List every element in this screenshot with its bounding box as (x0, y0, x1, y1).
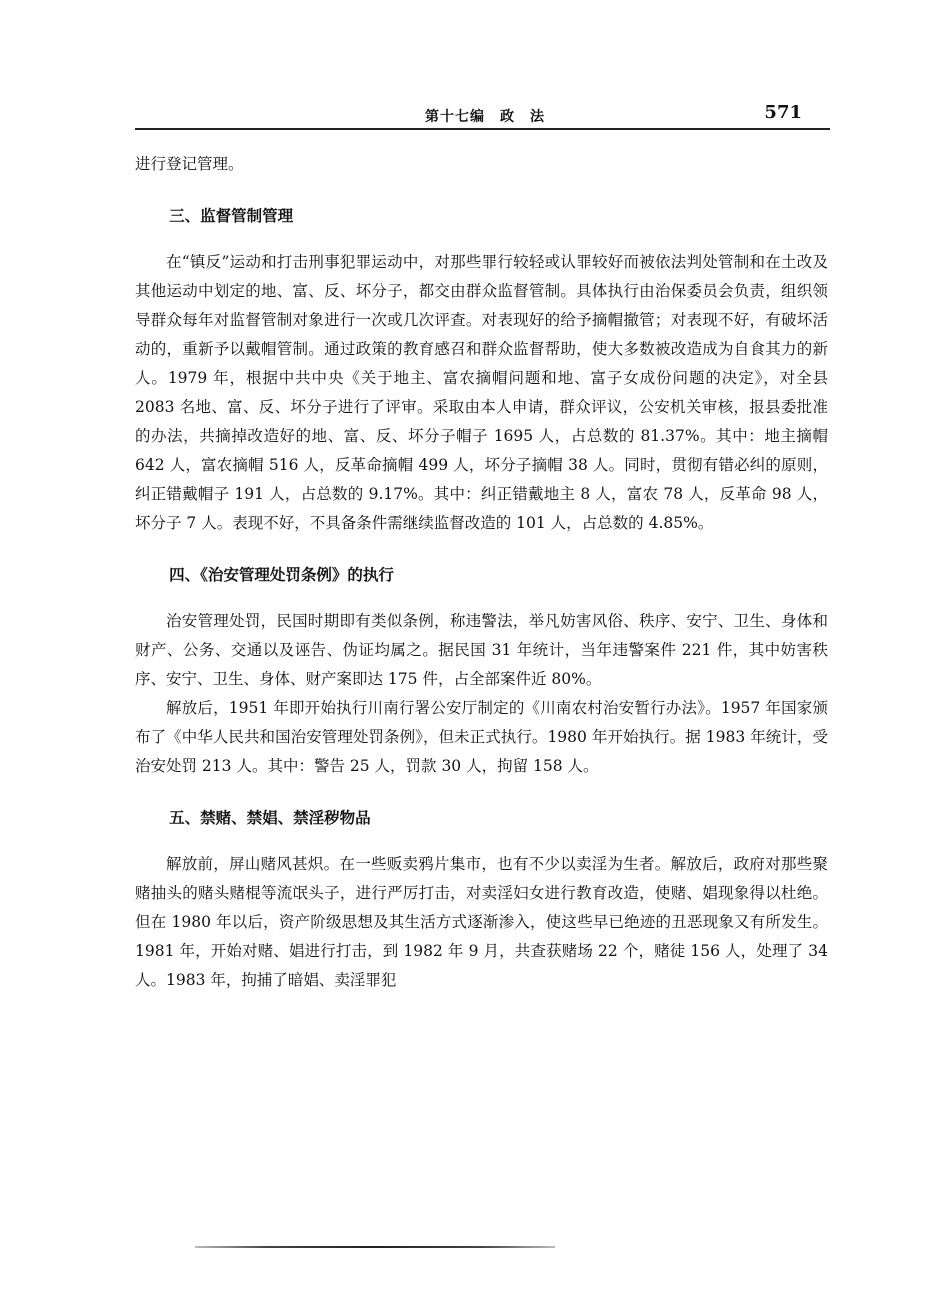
body-text (135, 150, 828, 995)
paragraph-prohibition: 解放前，屏山赌风甚炽。在一些贩卖鸦片集市，也有不少以卖淫为生者。解放后，政府对那些聚赌抽头的赌头赌棍等流氓头子，进行严厉打击，对卖淫妇女进行教育改造，使赌、娼现象得以杜绝。但在 1980 年以后，资产阶级思想及其生活方式逐渐渗入，使这些早已绝迹的丑恶现象又有所发生。1981 年，开始对赌、娼进行打击，到 1982 年 9 月，共查获赌场 22 个，赌徒 156 人，处理了 34 人。1983 年，拘捕了暗娼、卖淫罪犯 (135, 855, 828, 989)
paragraph-supervision: 在“镇反”运动和打击刑事犯罪运动中，对那些罪行较轻或认罪较好而被依法判处管制和在土改及其他运动中划定的地、富、反、坏分子，都交由群众监督管制。具体执行由治保委员会负责，组织领导群众每年对监督管制对象进行一次或几次评查。对表现好的给予摘帽撤管；对表现不好，有破坏活动的，重新予以戴帽管制。通过政策的教育感召和群众监督帮助，使大多数被改造成为自食其力的新人。1979 年，根据中共中央《关于地主、富农摘帽问题和地、富子女成份问题的决定》，对全县 2083 名地、富、反、坏分子进行了评审。采取由本人申请，群众评议，公安机关审核，报县委批准的办法，共摘掉改造好的地、富、反、坏分子帽子 1695 人，占总数的 81.37%。其中：地主摘帽 642 人，富农摘帽 516 人，反革命摘帽 499 人，坏分子摘帽 38 人。同时，贯彻有错必纠的原则，纠正错戴帽子 191 人，占总数的 9.17%。其中：纠正错戴地主 8 人，富农 78 人，反革命 98 人，坏分子 7 人。表现不好，不具备条件需继续监督改造的 101 人，占总数的 4.85%。 (135, 253, 828, 532)
running-header (135, 100, 830, 130)
section-heading-regulations: 四、《治安管理处罚条例》的执行 (169, 565, 394, 584)
header-rule (135, 128, 830, 130)
continuation-paragraph: 进行登记管理。 (135, 155, 244, 173)
page-number: 571 (764, 102, 802, 123)
paragraph-regulations-after-liberation: 解放后，1951 年即开始执行川南行署公安厅制定的《川南农村治安暂行办法》。1957 年国家颁布了《中华人民共和国治安管理处罚条例》，但未正式执行。1980 年开始执行。据 1983 年统计，受治安处罚 213 人。其中：警告 25 人，罚款 30 人，拘留 158 人。 (135, 699, 828, 775)
section-heading-supervision: 三、监督管制管理 (169, 206, 294, 225)
section-heading-prohibition: 五、禁赌、禁娼、禁淫秽物品 (169, 808, 371, 827)
paragraph-regulations-history: 治安管理处罚，民国时期即有类似条例，称违警法，举凡妨害风俗、秩序、安宁、卫生、身体和财产、公务、交通以及诬告、伪证均属之。据民国 31 年统计，当年违警案件 221 件，其中妨害秩序、安宁、卫生、身体、财产案即达 175 件，占全部案件近 80%。 (135, 612, 828, 688)
footer-scan-line (195, 1246, 555, 1248)
section-title: 第十七编 政 法 (425, 109, 545, 125)
